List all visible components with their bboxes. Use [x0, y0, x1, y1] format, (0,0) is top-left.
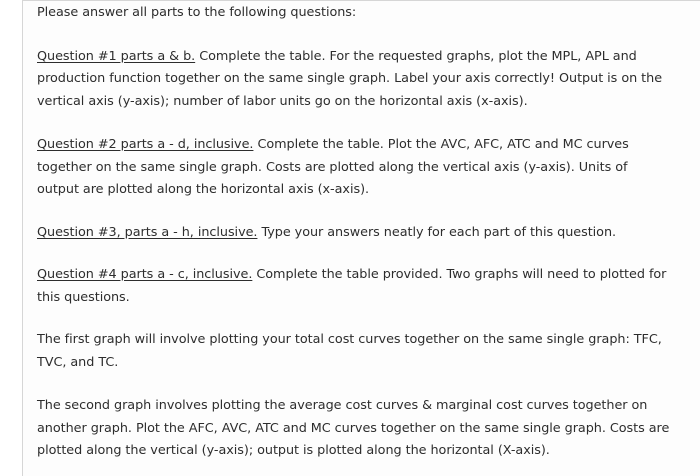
document-body [37, 2, 673, 463]
question-2-label: Question #2 parts a - d, inclusive. [37, 137, 254, 152]
first-graph-paragraph: The first graph will involve plotting your total cost curves together on the same single graph: TFC, TVC, and TC. [37, 332, 662, 370]
second-graph-paragraph: The second graph involves plotting the average cost curves & marginal cost curves together on another graph. Plot the AFC, AVC, ATC and MC curves together on the same single graph. Costs are plotted along the vertical (y-axis); output is plotted along the horizontal (X-axis). [37, 398, 670, 458]
intro-text: Please answer all parts to the following questions: [37, 5, 357, 20]
question-3-text: Type your answers neatly for each part of this question. [257, 224, 617, 240]
question-4 [37, 264, 673, 309]
question-2 [37, 134, 673, 202]
question-2-text: Complete the table. Plot the AVC, AFC, ATC and MC curves together on the same single graph. Costs are plotted along the vertical axis (y-axis). Units of output are plotted along the horizontal axis (x-axis). [37, 137, 629, 197]
question-4-text: Complete the table provided. Two graphs will need to plotted for this questions. [37, 267, 667, 305]
question-1 [37, 46, 673, 114]
question-1-text: Complete the table. For the requested graphs, plot the MPL, APL and production function together on the same single graph. Label your axis correctly! Output is on the vertical axis (y-axis); number of labor units go on the horizontal axis (x-axis). [37, 48, 663, 109]
question-4-label: Question #4 parts a - c, inclusive. [37, 267, 253, 282]
question-1-label: Question #1 parts a & b. [37, 48, 196, 64]
question-3 [37, 222, 673, 245]
question-3-label: Question #3, parts a - h, inclusive. [37, 224, 258, 240]
